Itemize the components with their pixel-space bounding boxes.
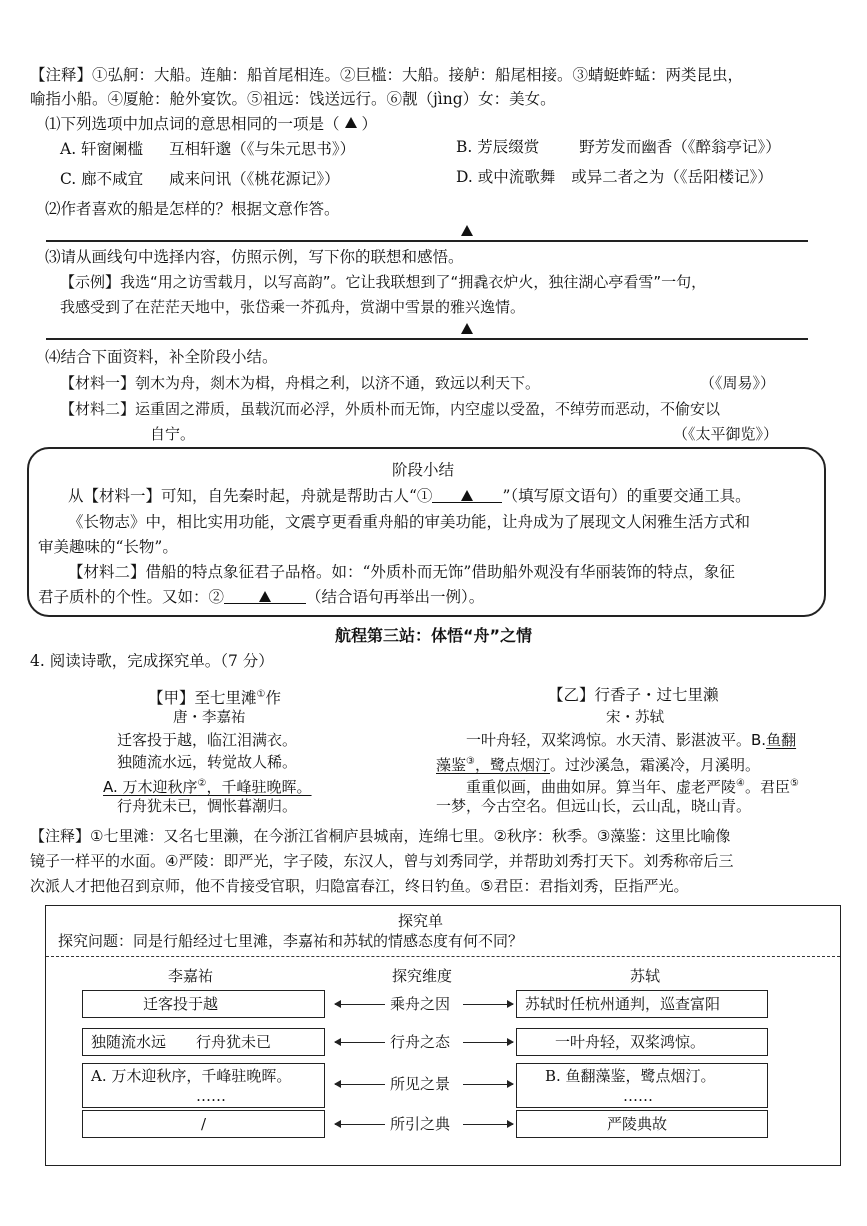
question-4-stem: ⑷结合下面资料，补全阶段小结。	[45, 348, 278, 366]
option-comparison: 野芳发而幽香（《醉翁亭记》）	[579, 138, 781, 156]
poem-text: ，千峰驻晚晖。	[206, 778, 312, 796]
material-1-source: （《周易》）	[700, 374, 776, 392]
poem-a-title	[148, 684, 281, 709]
question-3-stem: ⑶请从画线句中选择内容，仿照示例，写下你的联想和感悟。	[45, 248, 464, 266]
footnote-mark: ③	[466, 756, 475, 767]
option-comparison: 咸来问讯（《桃花源记》）	[169, 170, 340, 188]
arrow-left	[335, 1084, 385, 1085]
left-cell	[82, 1063, 325, 1108]
column-header-left: 李嘉祐	[168, 967, 214, 985]
dimension-label: 乘舟之因	[390, 995, 451, 1013]
option-d	[456, 166, 773, 188]
summary-title: 阶段小结	[392, 461, 455, 479]
answer-triangle	[461, 323, 473, 334]
example-line: 【示例】我选“用之访雪载月，以写高韵”。它让我联想到了“拥毳衣炉火，独往湖心亭看雪”一句，	[60, 273, 707, 291]
material-1: 【材料一】刳木为舟，剡木为楫，舟楫之利，以济不通，致远以利天下。	[60, 374, 541, 392]
dimension-label: 所引之典	[390, 1115, 451, 1133]
inquiry-question: 探究问题：同是行船经过七里滩，李嘉祐和苏轼的情感态度有何不同？	[58, 932, 524, 950]
poem-a-line: 独随流水远，转觉故人稀。	[117, 753, 298, 771]
section-title: 航程第三站：体悟“舟”之情	[334, 626, 533, 645]
poem-text-underlined	[436, 756, 550, 774]
poem-b-line	[466, 729, 796, 751]
poem-text: A. 万木迎秋序	[103, 778, 198, 796]
notes-line: 【注释】①七里滩：又名七里濑，在今浙江省桐庐县城南，连绵七里。②秋序：秋季。③藻鉴：这里比喻像	[30, 827, 731, 845]
poem-b-title: 【乙】行香子・过七里濑	[548, 686, 719, 704]
option-word: B. 芳辰缀赏	[456, 138, 540, 156]
summary-text: 从【材料一】可知，自先秦时起，舟就是帮助古人“①	[68, 487, 433, 505]
material-2: 【材料二】运重固之滞质，虽载沉而必浮，外质朴而无饰，内空虚以受盈，不绰劳而恶动，不偷安以	[60, 400, 721, 418]
question-text: ⑴下列选项中加点词的意思相同的一项是（	[45, 115, 340, 133]
answer-line	[46, 240, 808, 242]
answer-line	[46, 338, 808, 340]
left-cell: 独随流水远 行舟犹未已	[82, 1028, 325, 1056]
summary-para-2-cont: 审美趣味的“长物”。	[38, 538, 178, 556]
question-text: ）	[361, 115, 378, 133]
right-cell	[516, 1063, 768, 1108]
arrow-left	[335, 1042, 385, 1043]
cell-ellipsis: ……	[196, 1087, 226, 1105]
left-cell: 迁客投于越	[82, 990, 325, 1018]
right-cell: 苏轼时任杭州通判，巡查富阳	[516, 990, 768, 1018]
dimension-label: 所见之景	[390, 1075, 451, 1093]
right-cell: 一叶舟轻，双桨鸿惊。	[516, 1028, 768, 1056]
poem-title-text: 作	[265, 689, 281, 708]
footnote-mark: ②	[197, 778, 207, 789]
arrow-right	[463, 1004, 513, 1005]
summary-text: （结合语句再举出一例）。	[306, 588, 485, 606]
arrow-left	[335, 1004, 385, 1005]
column-header-mid: 探究维度	[392, 967, 453, 985]
cell-text: B. 鱼翻藻鉴，鹭点烟汀。	[545, 1067, 716, 1085]
option-word: D. 或中流歌舞	[456, 168, 556, 186]
fill-blank-1[interactable]	[432, 487, 502, 503]
material-2-source: （《太平御览》）	[673, 425, 779, 443]
footnote-mark: ①	[256, 689, 266, 700]
inquiry-title: 探究单	[398, 912, 444, 930]
option-comparison: 或异二者之为（《岳阳楼记》）	[571, 168, 773, 186]
poem-text: 一叶舟轻，双桨鸿惊。水天清、影湛波平。B.	[466, 731, 767, 749]
dimension-label: 行舟之态	[390, 1033, 451, 1051]
option-word: A. 轩窗阑槛	[60, 140, 144, 158]
option-comparison: 互相轩邈（《与朱元思书》）	[169, 140, 356, 158]
option-a	[60, 138, 355, 160]
answer-triangle	[340, 115, 362, 129]
poem-text: ，鹭点烟汀	[474, 756, 550, 774]
column-header-right: 苏轼	[630, 967, 661, 985]
option-b	[456, 136, 781, 158]
poem-title-text: 【甲】至七里滩	[148, 689, 257, 708]
fill-blank-2[interactable]	[224, 588, 306, 604]
summary-para-2: 《长物志》中，相比实用功能，文震亨更看重舟船的审美功能，让舟成为了展现文人闲雅生活方式和	[68, 513, 751, 531]
poem-a-line: 行舟犹未已，惆怅暮潮归。	[117, 797, 298, 815]
question-2-stem: ⑵作者喜欢的船是怎样的？根据文意作答。	[45, 200, 340, 218]
answer-triangle	[461, 225, 473, 236]
summary-para-3-cont	[38, 586, 484, 608]
notes-line: 喻指小船。④厦舱：舱外宴饮。⑤祖远：饯送远行。⑥靓（jìng）女：美女。	[30, 90, 556, 108]
material-2-cont: 自宁。	[150, 425, 196, 443]
poem-text-underlined: 鱼翻	[766, 731, 797, 749]
notes-line: 【注释】①弘舸：大船。连舳：船首尾相连。②巨槛：大船。接舻：船尾相接。③蜻蜓蚱蜢：两类昆虫，	[30, 66, 744, 84]
arrow-left	[335, 1124, 385, 1125]
summary-text: ”（填写原文语句）的重要交通工具。	[502, 487, 751, 505]
poem-a-author: 唐・李嘉祐	[173, 710, 246, 726]
summary-text: 君子质朴的个性。又如：②	[38, 588, 225, 606]
example-line: 我感受到了在茫茫天地中，张岱乘一芥孤舟，赏湖中雪景的雅兴逸情。	[60, 298, 526, 316]
arrow-right	[463, 1124, 513, 1125]
summary-para-1	[68, 485, 751, 507]
right-cell: 严陵典故	[516, 1110, 768, 1138]
notes-line: 次派人才把他召到京师，他不肯接受官职，归隐富春江，终日钓鱼。⑤君臣：君指刘秀，臣指严光。	[30, 877, 689, 895]
poem-a-line: 迁客投于越，临江泪满衣。	[117, 731, 298, 749]
option-c	[60, 168, 340, 190]
poem-text: 重重似画，曲曲如屏。算当年、虚老严陵	[466, 778, 737, 796]
footnote-mark: ⑤	[790, 778, 799, 789]
arrow-right	[463, 1042, 513, 1043]
option-word: C. 廊不咸宜	[60, 170, 144, 188]
footnote-mark: ④	[736, 778, 745, 789]
dashed-divider	[46, 956, 840, 957]
poem-b-line: 一梦，今古空名。但远山长，云山乱，晓山青。	[436, 797, 752, 815]
poem-b-author: 宋・苏轼	[606, 710, 664, 726]
notes-line: 镜子一样平的水面。④严陵：即严光，字子陵，东汉人，曾与刘秀同学，并帮助刘秀打天下。刘秀称帝后三	[30, 852, 734, 870]
poem-text: 。君臣	[744, 778, 790, 796]
poem-text: 藻鉴	[436, 756, 467, 774]
cell-text: A. 万木迎秋序，千峰驻晚晖。	[91, 1067, 292, 1085]
arrow-right	[463, 1084, 513, 1085]
question-1-stem	[45, 113, 377, 135]
cell-ellipsis: ……	[623, 1087, 653, 1105]
summary-para-3: 【材料二】借船的特点象征君子品格。如：“外质朴而无饰”借助船外观没有华丽装饰的特点，象征	[68, 563, 735, 581]
left-cell: /	[82, 1110, 325, 1138]
poem-text: 。过沙溪急，霜溪冷，月溪明。	[550, 756, 761, 774]
question-4-poem-stem: 4. 阅读诗歌，完成探究单。（7 分）	[30, 652, 274, 670]
